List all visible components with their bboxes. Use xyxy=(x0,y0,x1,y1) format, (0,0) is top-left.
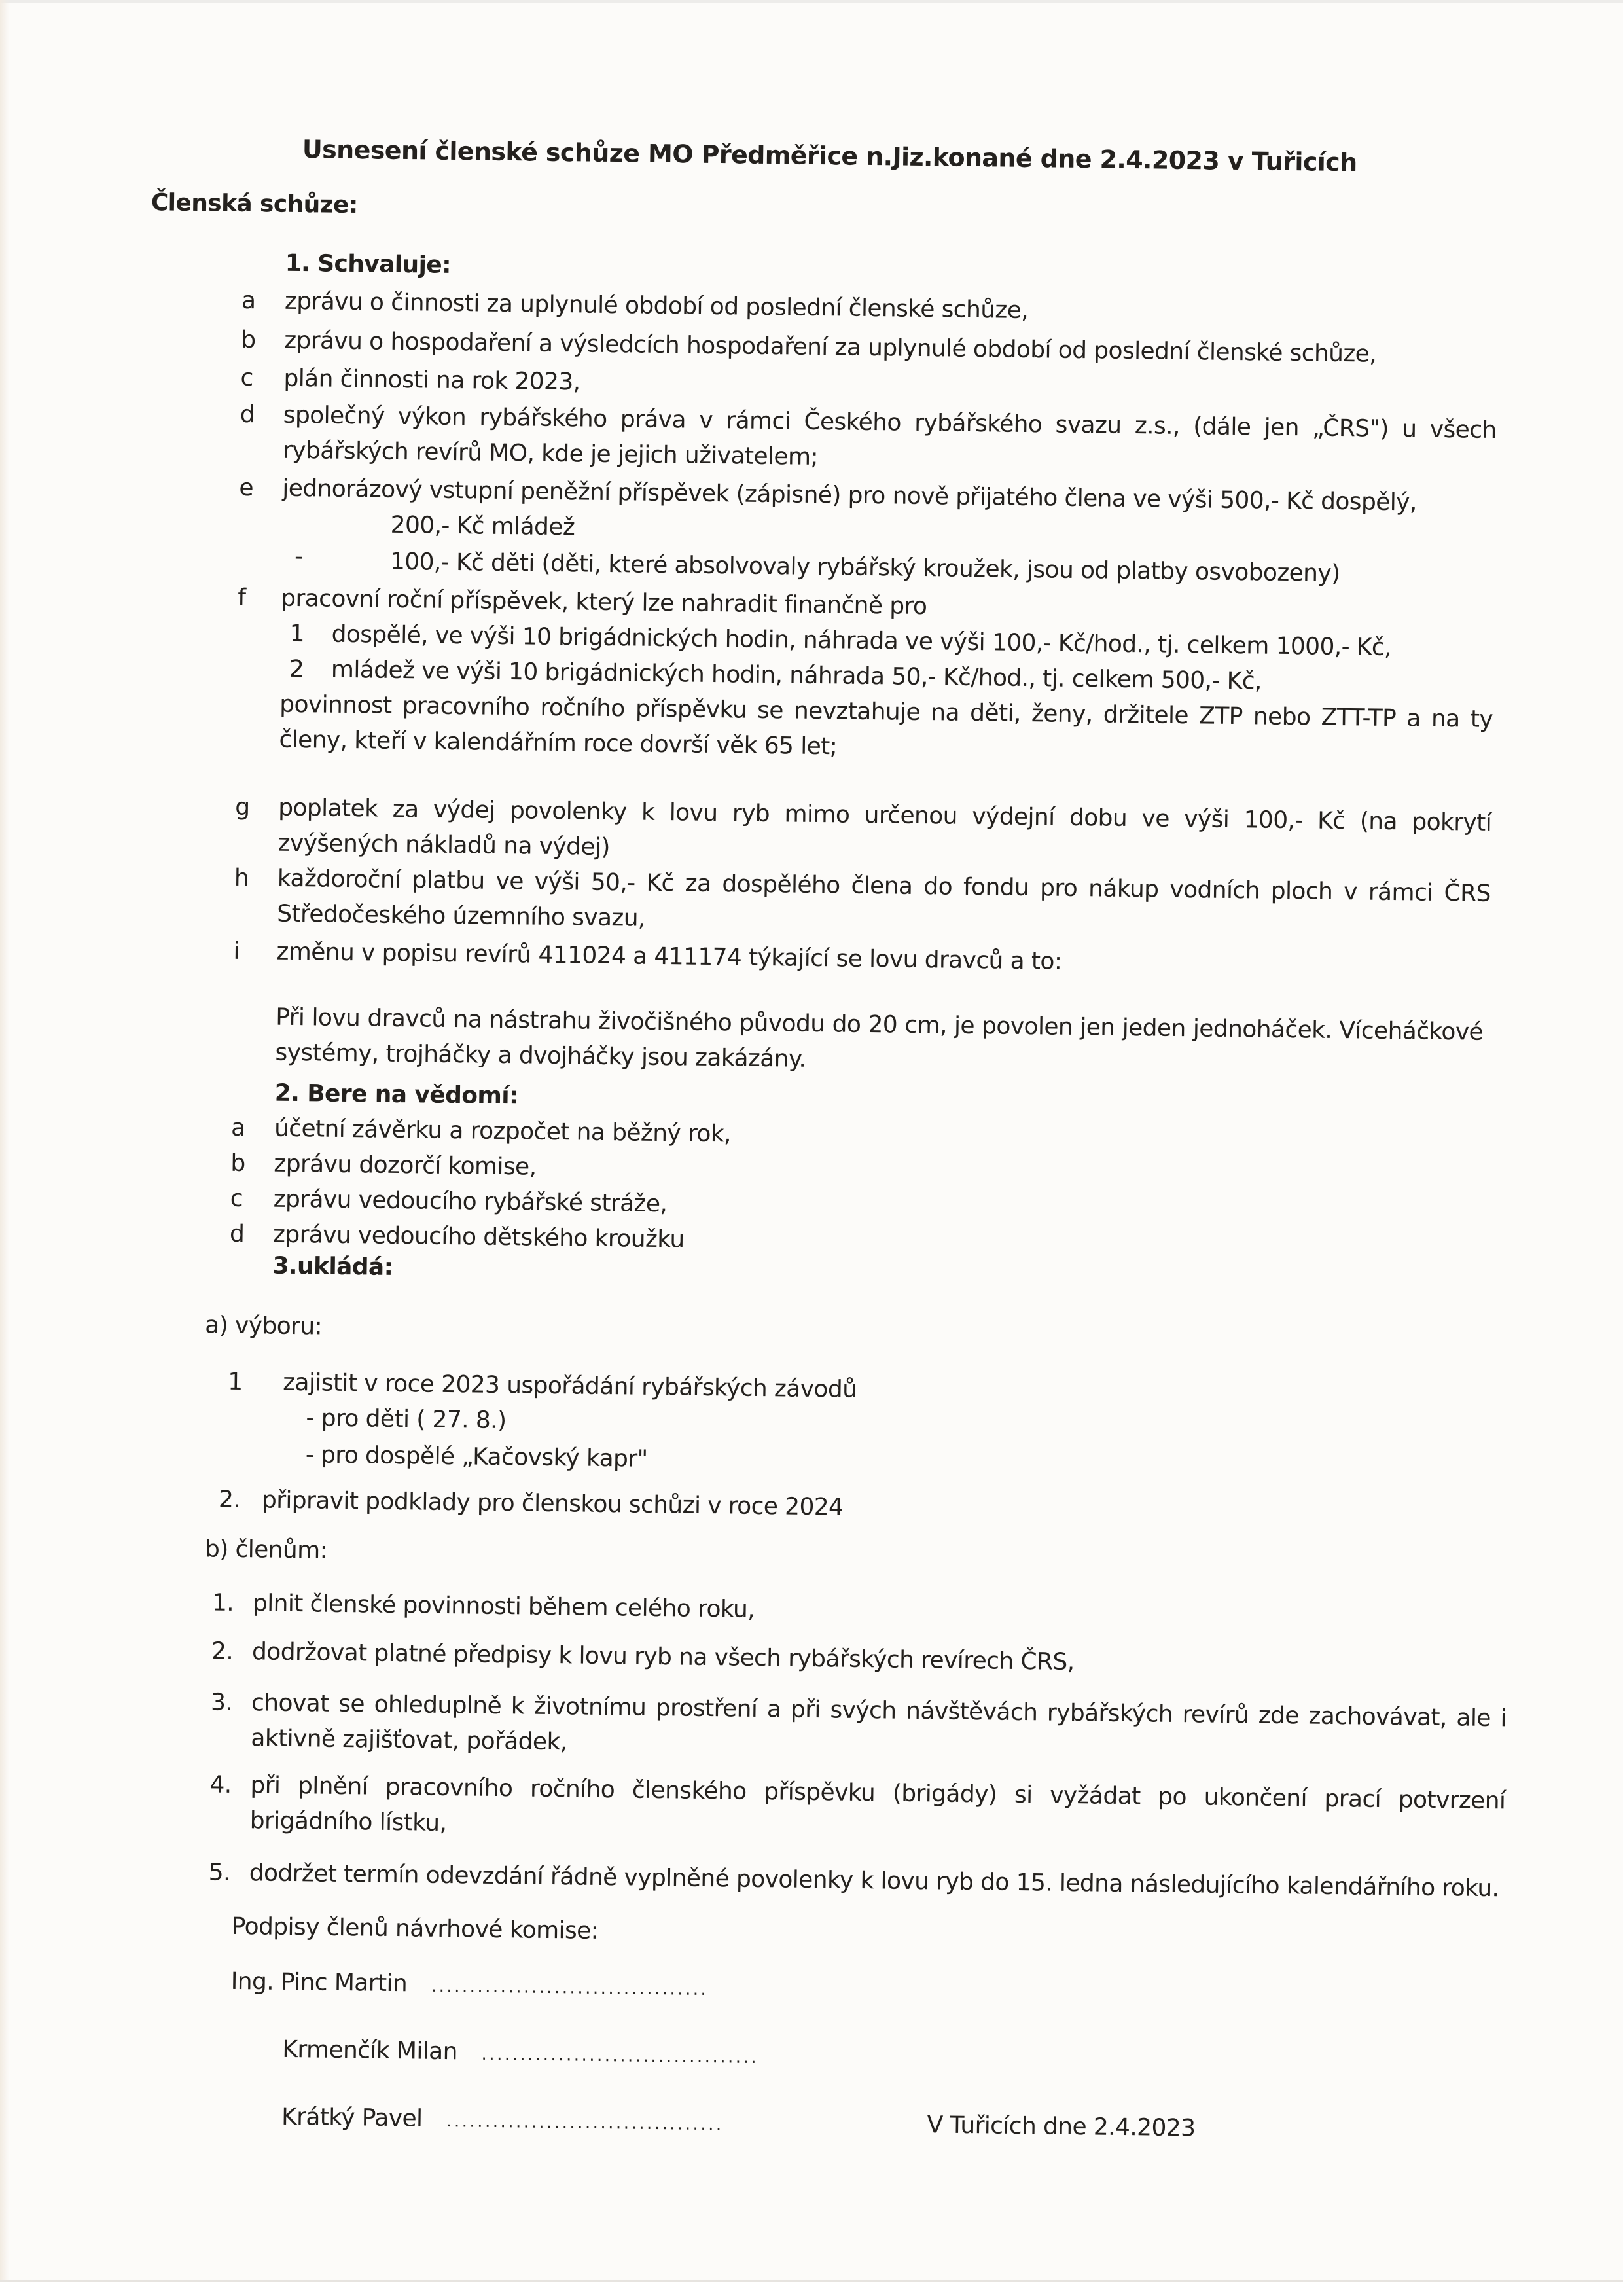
members-subsection-heading: b) členům: xyxy=(204,1535,328,1564)
work-fee-exemption-note: povinnost pracovního ročního příspěvku se nevztahuje na děti, ženy, držitele ZTP nebo ZTT-TP a na ty členy, kteří v kalendářním roce dovrší věk 65 let; xyxy=(279,691,1493,761)
predator-fishing-rule-paragraph: Při lovu dravců na nástrahu živočišného původu do 20 cm, je povolen jen jeden jednoháček. Víceháčkové systémy, trojháčky a dvojháčky jsou zakázány. xyxy=(275,1003,1484,1073)
task-number: 1 xyxy=(227,1368,243,1396)
item-label: d xyxy=(229,1220,245,1248)
task-text: zajistit v roce 2023 uspořádání rybářských závodů xyxy=(282,1369,857,1403)
member-duty-item xyxy=(212,1585,1508,1637)
item-label: i xyxy=(233,937,240,965)
section3-heading: 3.ukládá: xyxy=(272,1252,393,1281)
duty-text: při plnění pracovního ročního členského příspěvku (brigády) si vyžádat po ukončení prací potvrzení brigádního lístku, xyxy=(249,1772,1506,1837)
signature-row xyxy=(230,1964,1600,2018)
item-text: pracovní roční příspěvek, který lze nahradit finančně pro xyxy=(281,584,927,620)
signature-dots: .................................... xyxy=(446,2111,724,2135)
section2-heading: 2. Bere na vědomí: xyxy=(274,1079,519,1110)
member-duty-item xyxy=(208,1855,1505,1907)
item-text: zprávu o činnosti za uplynulé období od poslední členské schůze, xyxy=(284,287,1029,324)
resolution-item xyxy=(240,397,1497,484)
duty-text: plnit členské povinnosti během celého roku, xyxy=(252,1590,755,1623)
item-text: jednorázový vstupní peněžní příspěvek (zápisné) pro nově přijatého člena ve výši 500,- Kč dospělý, xyxy=(282,475,1417,516)
item-text: zprávu vedoucího rybářské stráže, xyxy=(273,1185,668,1218)
scan-edge-bottom xyxy=(0,2280,1623,2296)
item-text: každoroční platbu ve výši 50,- Kč za dospělého člena do fondu pro nákup vodních ploch v rámci ČRS Středočeského územního svazu, xyxy=(276,865,1491,932)
sub-item-number: 1 xyxy=(289,620,305,648)
duty-number: 3. xyxy=(210,1689,233,1716)
item-text: poplatek za výdej povolenky k lovu ryb mimo určenou výdejní dobu ve výši 100,- Kč (na pokrytí zvýšených nákladů na výdej) xyxy=(277,794,1492,861)
sub-line-text: 200,- Kč mládež xyxy=(390,511,575,541)
signature-dots: .................................... xyxy=(481,2044,759,2068)
item-label: c xyxy=(230,1185,243,1213)
item-label: g xyxy=(235,793,250,821)
signature-name: Krmenčík Milan xyxy=(282,2036,458,2066)
place-date: V Tuřicích dne 2.4.2023 xyxy=(927,2111,1196,2142)
member-duty-item xyxy=(211,1634,1508,1685)
member-duty-item xyxy=(210,1685,1507,1772)
duty-number: 1. xyxy=(211,1589,234,1617)
sub-line-text: 100,- Kč děti (děti, které absolvovaly rybářský kroužek, jsou od platby osvobozeny) xyxy=(389,548,1340,588)
duty-number: 4. xyxy=(209,1771,232,1799)
task-number: 2. xyxy=(218,1486,241,1514)
item-text: zprávu vedoucího dětského kroužku xyxy=(272,1221,685,1253)
signature-name: Krátký Pavel xyxy=(281,2103,423,2132)
duty-number: 2. xyxy=(211,1638,234,1665)
item-label: a xyxy=(241,287,256,315)
signature-dots: .................................... xyxy=(431,1976,709,2000)
section1-heading: 1. Schvaluje: xyxy=(285,249,452,279)
task-text: připravit podklady pro členskou schůzi v roce 2024 xyxy=(261,1486,844,1521)
resolution-item xyxy=(234,861,1491,947)
stray-dash: - xyxy=(294,543,303,571)
item-text: zprávu o hospodaření a výsledcích hospodaření za uplynulé období od poslední členské schůze, xyxy=(283,327,1377,368)
sub-item-text: mládež ve výši 10 brigádnických hodin, náhrada 50,- Kč/hod., tj. celkem 500,- Kč, xyxy=(330,656,1262,695)
signature-row xyxy=(281,2100,1599,2153)
item-text: plán činnosti na rok 2023, xyxy=(283,365,580,396)
member-duty-item xyxy=(209,1767,1505,1854)
item-label: e xyxy=(239,474,254,502)
item-text: změnu v popisu revírů 411024 a 411174 týkající se lovu dravců a to: xyxy=(276,938,1062,975)
item-text: společný výkon rybářského práva v rámci Českého rybářského svazu z.s., (dále jen „ČRS") u všech rybářských revírů MO, kde je jejich uživatelem; xyxy=(282,401,1497,471)
item-label: f xyxy=(238,584,246,612)
item-label: h xyxy=(234,864,249,892)
sub-item-text: dospělé, ve výši 10 brigádnických hodin, náhrada ve výši 100,- Kč/hod., tj. celkem 1000,- Kč, xyxy=(331,620,1392,662)
duty-text: dodržovat platné předpisy k lovu ryb na všech rybářských revírech ČRS, xyxy=(251,1638,1075,1676)
item-label: d xyxy=(240,401,255,429)
item-text: zprávu dozorčí komise, xyxy=(274,1150,537,1181)
intro-line: Členská schůze: xyxy=(151,189,358,219)
board-subsection-heading: a) výboru: xyxy=(205,1312,323,1340)
signatures-heading: Podpisy členů návrhové komise: xyxy=(231,1912,599,1945)
signature-name: Ing. Pinc Martin xyxy=(230,1967,408,1998)
item-label: a xyxy=(230,1114,245,1142)
board-task-item xyxy=(219,1482,1607,1535)
duty-number: 5. xyxy=(208,1859,231,1886)
item-label: c xyxy=(240,364,253,392)
task-sub-line: - pro dospělé „Kačovský kapr" xyxy=(305,1441,648,1473)
task-sub-line: - pro děti ( 27. 8.) xyxy=(306,1405,507,1435)
duty-text: chovat se ohleduplně k životnímu prostření a při svých návštěvách rybářských revírů zde zachovávat, ale i aktivně zajišťovat, pořádek, xyxy=(251,1689,1507,1756)
document-title: Usnesení členské schůze MO Předměřice n.Jiz.konané dne 2.4.2023 v Tuřicích xyxy=(302,135,1357,177)
signature-row xyxy=(282,2032,1599,2086)
item-label: b xyxy=(230,1149,245,1177)
item-label: b xyxy=(240,326,256,354)
duty-text: dodržet termín odevzdání řádně vyplněné povolenky k lovu ryb do 15. ledna následujícího kalendářního roku. xyxy=(249,1859,1499,1903)
sub-item-number: 2 xyxy=(289,655,304,683)
item-text: účetní závěrku a rozpočet na běžný rok, xyxy=(274,1115,732,1148)
